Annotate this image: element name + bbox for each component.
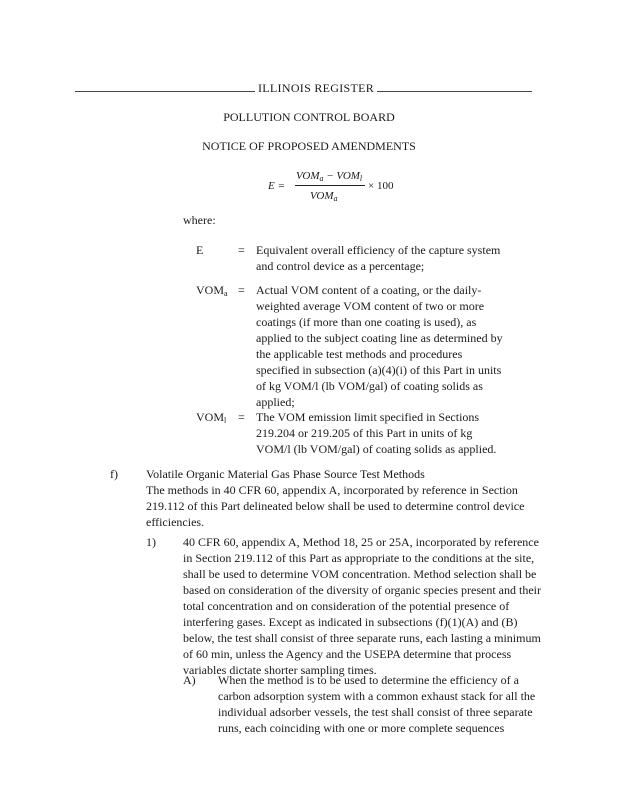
fraction-bar (295, 185, 365, 186)
def-text-voml: The VOM emission limit specified in Sections 219.204 or 219.205 of this Part in units of kg VOM/l (lb VOM/gal) of coating solids as applied. (256, 410, 497, 456)
def-eq-voma: = (238, 283, 245, 297)
def-term-voma: $VOM_a$ (196, 283, 228, 298)
formula-multiplier: × 100 (368, 180, 394, 192)
formula-lhs: E = (268, 180, 285, 192)
formula-numerator: $VOM_a - VOM_l$ (296, 170, 363, 183)
notice-title: NOTICE OF PROPOSED AMENDMENTS (202, 139, 416, 153)
item-1-label: 1) (146, 535, 156, 549)
def-term-voml: $VOM_l$ (196, 410, 227, 425)
def-text-voma: Actual VOM content of a coating, or the daily- weighted average VOM content of two or more coatings (if more than one coating is used), as applied to the subject coating line as determined by the applicable test methods and procedures specified in subsection (a)(4)(i) of this Part in units of kg VOM/l (lb VOM/gal) of coating solids as applied; (256, 283, 503, 409)
formula-denominator: $VOM_a$ (310, 190, 338, 203)
header-rule-right (372, 91, 532, 92)
def-text-e: Equivalent overall efficiency of the capture system and control device as a percentage; (256, 243, 501, 273)
register-title: ILLINOIS REGISTER (255, 80, 377, 96)
section-f-label: f) (110, 467, 118, 481)
board-title: POLLUTION CONTROL BOARD (223, 110, 395, 124)
item-1-body: 40 CFR 60, appendix A, Method 18, 25 or 25A, incorporated by reference in Section 219.112 of this Part as appropriate to the conditions at the site, shall be used to determine VOM concentration. Method selection shall be based on consideration of the diversity of organic species present and their total concentration and on consideration of the potential presence of interfering gases. Except as indicated in subsections (f)(1)(A) and (B) below, the test shall consist of three separate runs, each lasting a minimum of 60 min, unless the Agency and the USEPA determine that process variables dictate shorter sampling times. (183, 535, 542, 677)
item-a-body: When the method is to be used to determine the efficiency of a carbon adsorption system with a common exhaust stack for all the individual adsorber vessels, the test shall consist of three separate runs, each coinciding with one or more complete sequences (218, 673, 536, 735)
section-f-title: Volatile Organic Material Gas Phase Source Test Methods (146, 467, 425, 481)
section-f-body: Volatile Organic Material Gas Phase Source Test Methods The methods in 40 CFR 60, appendix A, incorporated by reference in Section 219.112 of this Part delineated below shall be used to determine control device efficiencies. (146, 467, 525, 529)
def-term-e: E (196, 243, 204, 257)
where-label: where: (183, 213, 216, 227)
item-a-label: A) (183, 673, 196, 687)
def-eq-voml: = (238, 410, 245, 424)
efficiency-formula (268, 168, 408, 204)
def-eq-e: = (238, 243, 245, 257)
header-rule-left (75, 91, 255, 92)
